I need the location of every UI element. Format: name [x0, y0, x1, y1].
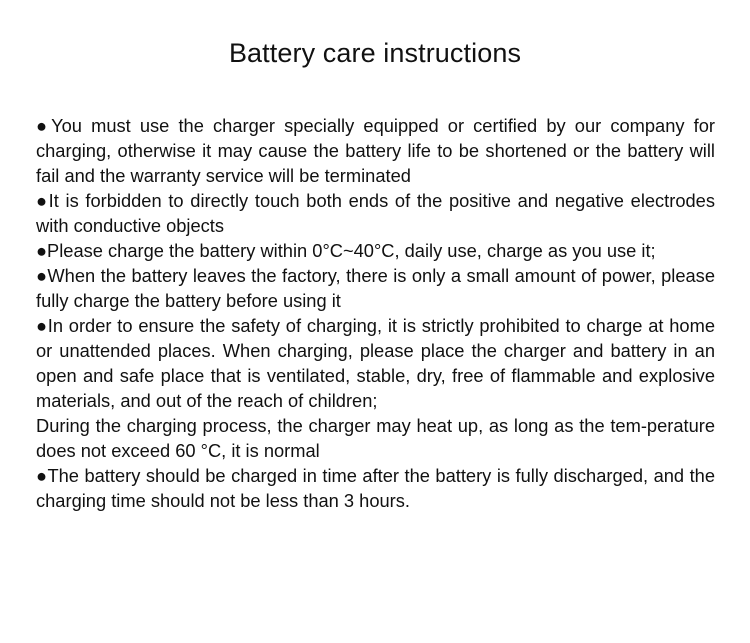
instruction-item: ●When the battery leaves the factory, there is only a small amount of power, please fully charge the battery before using it — [36, 265, 715, 311]
instruction-item: ●Please charge the battery within 0°C~40°C, daily use, charge as you use it; — [36, 240, 656, 261]
instruction-item: ●You must use the charger specially equipped or certified by our company for charging, otherwise it may cause the battery life to be shortened or the battery will fail and the warranty service will be terminated — [36, 115, 715, 186]
page-title: Battery care instructions — [228, 38, 522, 68]
instruction-item: During the charging process, the charger may heat up, as long as the tem-perature does not exceed 60 °C, it is normal — [36, 415, 715, 461]
instruction-item: ●In order to ensure the safety of charging, it is strictly prohibited to charge at home or unattended places. When charging, please place the charger and battery in an open and safe place that is ventilated, stable, dry, free of flammable and explosive materials, and out of the reach of children; — [36, 315, 715, 411]
instruction-item: ●The battery should be charged in time after the battery is fully discharged, and the charging time should not be less than 3 hours. — [36, 465, 715, 511]
instruction-item: ●It is forbidden to directly touch both ends of the positive and negative electrodes with conductive objects — [36, 190, 715, 236]
instructions-body — [36, 113, 715, 513]
